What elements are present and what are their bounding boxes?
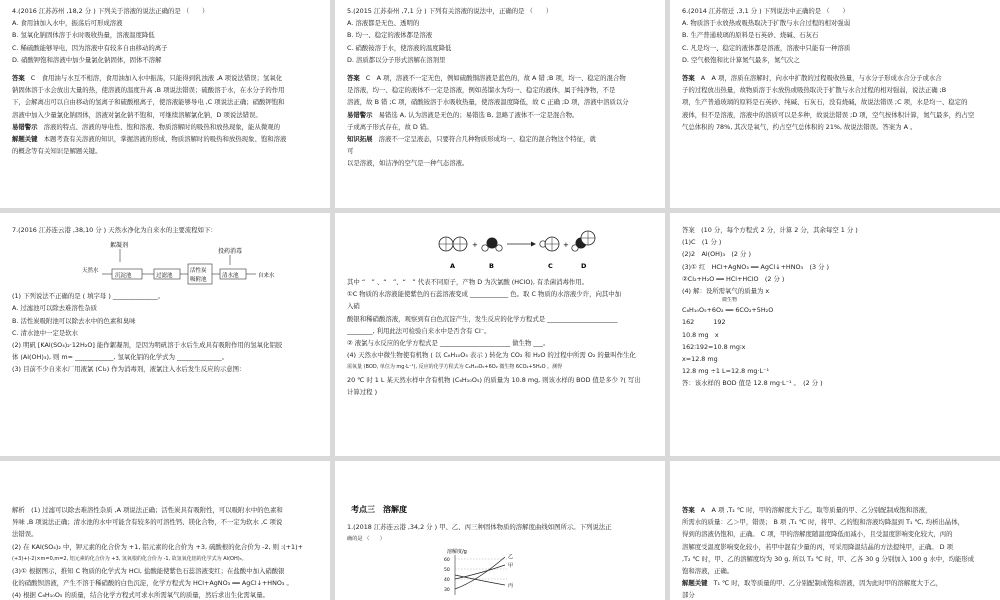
option-a: A. 食用油加入水中，振荡后可形成溶液 xyxy=(12,19,123,28)
answer-line: (4) 解：设所需氧气的质量为 x xyxy=(682,287,770,296)
carbon-label-b: 吸附池 xyxy=(190,277,207,284)
tip-text: 易错选 A, 认为溶液是无色的；易错选 B, 忽略了液体不一定是混合物。 xyxy=(378,110,579,119)
solubility-chart xyxy=(347,545,653,595)
answer-line: (1)C (1 分 ) xyxy=(682,238,722,247)
question-line: 入硝 xyxy=(347,302,360,311)
answer-line: 项，生产普通玻璃的原料是石英砂、纯碱、石灰石，没有烧碱，故说法错误 ;C 项，水是均一、稳定的 xyxy=(682,98,968,107)
y-tick: 60 xyxy=(444,558,450,564)
panel-question-7 xyxy=(0,213,330,456)
series-label: 乙 xyxy=(508,554,514,561)
label-a: A xyxy=(450,262,456,270)
answer-label: 答案 xyxy=(12,74,25,83)
arrow-head xyxy=(531,242,536,247)
answer-label: 答案 xyxy=(347,74,360,83)
section-heading: 考点三 溶解度 xyxy=(351,505,407,514)
answer-label: 答案 xyxy=(682,506,695,514)
molecule-b xyxy=(482,238,502,252)
answer-line: 饱和溶液，正确。 xyxy=(682,567,734,576)
panel-question-6 xyxy=(670,0,1000,208)
question-line: B. 活性炭吸附池可以除去水中的色素和臭味 xyxy=(12,316,136,325)
y-tick: 50 xyxy=(444,568,450,574)
answer-line: 下，会解离出可以自由移动的氢离子和硫酸根离子，使溶液能够导电 ,C 项说法正确；硝酸钾饱和 xyxy=(12,98,285,107)
option-d: D. 硝酸钾饱和溶液中加少量氯化钠固体，固体不溶解 xyxy=(12,55,162,64)
answer-line: 是溶液，均一、稳定的液体不一定是溶液，例如蒸馏水为均一、稳定的液体，属于纯净物，不是 xyxy=(347,86,616,95)
plus-sign: + xyxy=(563,241,569,249)
answer-line: 微生物 xyxy=(682,297,738,304)
question-line: 体 (Al(OH)₃), 则 m= ____________, 氢氧化铝的化学式为 ______________。 xyxy=(12,353,229,362)
option-c: C. 硝酸铵溶于水，使溶液的温度降低 xyxy=(347,43,452,52)
answer-line: ②Cl₂+H₂O ══ HCl+HClO (2 分 ) xyxy=(682,274,785,283)
question-line: (4) 天然水中微生物使有机物 ( 以 C₆H₁₀O₅ 表示 ) 转化为 CO₂ 和 H₂O 的过程中所需 O₂ 的量叫作生化 xyxy=(347,351,636,360)
answer-line: x=12.8 mg xyxy=(682,355,718,364)
question-line: 20 ℃ 时 1 L 某天然水样中含有机物 (C₆H₁₀O₅) 的质量为 10.8 mg, 则该水样的 BOD 值是多少 ?( 写出 xyxy=(347,375,641,384)
option-b: B. 均一、稳定的液体都是溶液 xyxy=(347,31,433,40)
panel-question-5 xyxy=(335,0,665,208)
question-line: 需氧量 (BOD, 单位为 mg·L⁻¹), 反应的化学方程式为 C₆H₁₀O₅+6O₂ 微生物 6CO₂+5H₂O 。测得 xyxy=(347,364,563,371)
option-b: B. 氢氧化钠固体溶于水时吸收热量，溶液温度降低 xyxy=(12,31,155,40)
question-line: A. 过滤池可以除去难溶性杂质 xyxy=(12,304,98,313)
answer-line xyxy=(12,72,318,84)
option-c: C. 凡是均一、稳定的液体都是溶液，溶液中只能有一种溶质 xyxy=(682,43,851,52)
answer-label: 答案 xyxy=(682,74,695,83)
question-line: ①C 物质的水溶液能使紫色的石蕊溶液变成 ____________ 色。取 C 物质的水溶液少许，向其中加 xyxy=(347,290,622,299)
analysis-line: 解析 (1) 过滤可以除去难溶性杂质 ,A 项说法正确；活性炭具有吸附性，可以吸附水中的色素和 xyxy=(12,506,283,514)
answer-line: ,T₂ ℃ 时，甲、乙的溶解度均为 30 g, 所以 T₂ ℃ 时，甲、乙各 30 g 分别加入 100 g 水中，均能形成 xyxy=(682,554,975,563)
answer-line: 所需水的质量：乙＞甲，错误； B 项 ,T₁ ℃ 时，将甲、乙的饱和溶液均降温到 T₁ ℃, 均析出晶体， xyxy=(682,518,965,527)
tip-label: 易错警示 xyxy=(12,122,38,131)
key-text: 本题考查有关溶液的知识，掌握溶液的形成、物质溶解时的吸热和放热现象、饱和溶液 xyxy=(43,135,287,144)
answer-text: C A 项，溶液不一定无色，例如硫酸铜溶液是蓝色的，故 A 错 ;B 项，均一、稳定的混合物 xyxy=(365,74,626,83)
question-line: ② 液氯与水反应的化学方程式是 ______________________ 做生物 ___。 xyxy=(347,339,550,348)
question-text: 1.(2018 江苏连云港 ,34,2 分 ) 甲、乙、丙三种固体物质的溶解度曲线如图所示。下列说法正 xyxy=(347,523,612,531)
analysis-line: 异味 ,B 项说法正确；清水池的水中可能含有较多的可溶性钙、镁化合物，不一定为软水 ,C 项说 xyxy=(12,518,283,527)
panel-question-7-continued xyxy=(335,213,665,456)
answer-line: 液体，但不是溶液，溶液中的溶质可以是多种，故说法错误 ;D 项，空气按体积计算，氮气最多，约占空 xyxy=(682,110,975,119)
answer-line: 子的过程放出热量，故物质溶于水放热或吸热取决于扩散与水合过程的相对强弱，说法正确 ;B xyxy=(682,86,947,95)
answer-line: 12.8 mg ÷1 L=12.8 mg·L⁻¹ xyxy=(682,367,770,376)
molecule-c xyxy=(540,237,559,251)
answer-line xyxy=(347,72,653,84)
panel-answer-7 xyxy=(670,213,1000,456)
question-line: 计算过程 ) xyxy=(347,387,378,396)
answer-line: 钠固体溶于水会放出大量的热，使溶液的温度升高 ,B 项说法错误；硫酸溶于水，在水分子的作用 xyxy=(12,86,285,95)
key-line: 部分 xyxy=(682,591,695,600)
key-line xyxy=(12,133,318,145)
answer-line: 气总体积的 78%, 其次是氧气，约占空气总体积的 21%, 故说法错误。答案为 A 。 xyxy=(682,122,917,131)
panel-answer-solubility xyxy=(670,461,1000,600)
reaction-diagram xyxy=(347,224,653,276)
question-text: 6.(2014 江苏宿迁 ,3,1 分 ) 下列说法中正确的是 （ ） xyxy=(682,7,849,15)
answer-text: A A 项，溶质在溶解时，向水中扩散的过程吸收热量，与水分子形成水合分子或水合 xyxy=(700,74,942,83)
tip-label: 易错警示 xyxy=(347,110,373,119)
clear-water-label: 清水池 xyxy=(222,273,239,280)
answer-line xyxy=(682,504,988,516)
question-text: 5.(2015 江苏泰州 ,7,1 分 ) 下列有关溶液的说法中，正确的是 （ ） xyxy=(347,7,553,15)
answer-line: 溶液中加入少量氯化钠固体，溶液对氯化钠不饱和，可继续溶解氯化钠，D 项说法错误。 xyxy=(12,110,262,119)
question-text: 7.(2016 江苏连云港 ,38,10 分 ) 天然水净化为自来水的主要流程如下： xyxy=(12,226,217,234)
analysis-line: (4) 根据 C₆H₁₀O₅ 的质量，结合化学方程式可求水所需氧气的质量，然后求出生化需氧量。 xyxy=(12,591,269,600)
label-c: C xyxy=(548,262,553,270)
y-tick: 40 xyxy=(444,578,450,584)
molecule-d xyxy=(572,231,595,251)
option-a: A. 物质溶于水放热或吸热取决于扩散与水合过程的相对强弱 xyxy=(682,19,851,28)
y-axis-label: 溶解度/g xyxy=(447,549,467,556)
question-text: 确的是 （ ） xyxy=(347,536,385,543)
question-line: C. 清水池中一定是软水 xyxy=(12,328,79,337)
filter-label: 过滤池 xyxy=(156,273,173,280)
answer-line: 溶液，故 B 错 ;C 项，硝酸铵溶于水吸收热量，使溶液温度降低，故 C 正确 ;D 项，溶液中溶质以分 xyxy=(347,98,629,107)
answer-line: (2)2 Al(OH)₃ (2 分 ) xyxy=(682,250,751,259)
panel-solubility xyxy=(335,461,665,600)
answer-line: 10.8 mg x xyxy=(682,330,719,339)
extension-label: 知识拓展 xyxy=(347,135,373,144)
analysis-line: (3)① 根据图示，推知 C 物质的化学式为 HCl, 盐酸能使紫色石蕊溶液变红；在盐酸中加入硝酸银 xyxy=(12,567,285,576)
answer-line: 溶解度受温度影响变化较小，若甲中混有少量的丙，可采用降温结晶的方法提纯甲，正确。 D 项 xyxy=(682,542,953,551)
tip-line xyxy=(12,121,318,133)
curve-bing xyxy=(455,575,505,585)
legend-line: 其中 “ ” 、“ ”、“ ” 代表不同原子，产物 D 为次氯酸 (HClO), 有杀菌消毒作用。 xyxy=(347,278,589,286)
source-label: 天然水 xyxy=(82,268,99,275)
option-c: C. 稀硫酸能够导电，因为溶液中有较多自由移动的离子 xyxy=(12,43,168,52)
question-line: ________, 利用此法可检验自来水中是否含有 Cl⁻。 xyxy=(347,326,491,335)
question-line: (2) 明矾 [KAl(SO₄)₂·12H₂O] 能作絮凝剂，是因为明矾溶于水后生成具有吸附作用的氢氧化铝胶 xyxy=(12,341,283,350)
molecule-a xyxy=(439,237,467,251)
question-line: 酸银和稀硝酸溶液，观察到有白色沉淀产生，发生反应的化学方程式是 ______________________ xyxy=(347,314,618,323)
question-line: (1) 下列说法不正确的是 ( 填字母 ) ______________。 xyxy=(12,292,165,301)
extension-line: 可 xyxy=(347,147,354,156)
panel-analysis-7 xyxy=(0,461,330,600)
series-label: 丙 xyxy=(508,583,514,590)
question-text: 4.(2016 江苏苏州 ,18,2 分 ) 下列关于溶液的说法正确的是 （ ） xyxy=(12,7,209,15)
option-a: A. 溶液都是无色、透明的 xyxy=(347,19,420,28)
answer-line: 子或离子形式存在，故 D 错。 xyxy=(347,122,433,131)
key-label: 解题关键 xyxy=(682,579,708,588)
water-treatment-flowchart xyxy=(12,238,312,288)
tip-text: 溶液的特点、溶液的导电性、饱和溶液、物质溶解时的吸热和放热现象，能从微观的 xyxy=(43,122,281,131)
key-text: T₁ ℃ 时，取等质量的甲、乙分别配制成饱和溶液，因为此时甲的溶解度大于乙， xyxy=(713,579,943,588)
answer-line: 答案 (10 分，每个方程式 2 分，计算 2 分，其余每空 1 分 ) xyxy=(682,226,858,234)
key-label: 解题关键 xyxy=(12,135,38,144)
panel-question-4 xyxy=(0,0,330,208)
key-line: 的概念等有关知识是解题关键。 xyxy=(12,147,102,156)
option-b: B. 生产普通玻璃的原料是石英砂、烧碱、石灰石 xyxy=(682,31,819,40)
option-d: D. 溶质都以分子形式溶解在溶剂里 xyxy=(347,55,446,64)
answer-line: 答：该水样的 BOD 值是 12.8 mg·L⁻¹ 。 (2 分 ) xyxy=(682,379,823,388)
question-line: (3) 目前不少自来水厂用液氯 (Cl₂) 作为消毒剂，液氯注入水后发生反应的示意图： xyxy=(12,365,246,374)
flocculant-label: 絮凝剂 xyxy=(110,242,129,250)
answer-text: A A 项 ,T₂ ℃ 时，甲的溶解度大于乙，取等质量的甲、乙分别配制成饱和溶液， xyxy=(700,506,932,514)
series-label: 甲 xyxy=(508,563,514,570)
label-d: D xyxy=(581,262,587,270)
extension-text: 溶液不一定呈液态，只要符合几种物质形成均一、稳定的混合物这个特征，就 xyxy=(378,135,596,144)
tap-water-label: 自来水 xyxy=(258,273,275,280)
answer-line xyxy=(682,72,988,84)
analysis-line: (+3)+(-2)×m=0,m=2, 铝元素的化合价为 +3, 氢氧根的化合价为 -1, 故氢氧化铝的化学式为 Al(OH)₃。 xyxy=(12,555,247,562)
key-line xyxy=(682,577,988,589)
analysis-line: 法错误。 xyxy=(12,530,38,539)
carbon-label-a: 活性炭 xyxy=(190,268,207,275)
answer-line: 162 192 xyxy=(682,318,726,327)
plus-sign: + xyxy=(472,241,478,249)
answer-text: C 食用油与水互不相溶，食用油加入水中振荡，只能得到乳浊液 ,A 项说法错误；氢氧化 xyxy=(30,74,283,83)
sedimentation-label: 沉淀池 xyxy=(115,273,132,280)
analysis-line: 化的硝酸钡溶液，产生不溶于稀硝酸的白色沉淀，化学方程式为 HCl+AgNO₃ ══ AgCl↓+HNO₃ 。 xyxy=(12,579,293,588)
extension-line: 以是溶液，如洁净的空气是一种气态溶液。 xyxy=(347,159,469,168)
y-tick: 30 xyxy=(444,588,450,594)
answer-line: 162∶192=10.8 mg∶x xyxy=(682,342,746,351)
label-b: B xyxy=(489,262,494,270)
answer-line: 得到的溶液仍饱和，正确。 C 项，甲的溶解度随温度降低而减小，且受温度影响变化较大，丙的 xyxy=(682,530,953,539)
tip-line xyxy=(347,109,653,121)
answer-line: (3)① 红 HCl+AgNO₃ ══ AgCl↓+HNO₃ (3 分 ) xyxy=(682,262,829,271)
option-d: D. 空气极饱和比计算氮气最多，氮气次之 xyxy=(682,55,800,64)
answer-line: C₆H₁₀O₅+6O₂ ══ 6CO₂+5H₂O xyxy=(682,306,774,315)
disinfect-label: 投药消毒 xyxy=(218,248,243,256)
analysis-line: (2) 在 KAl(SO₄)₂ 中，钾元素的化合价为 +1, 铝元素的化合价为 +3, 硫酸根的化合价为 -2, 则 :(+1)+ xyxy=(12,542,303,551)
extension-line xyxy=(347,133,653,145)
